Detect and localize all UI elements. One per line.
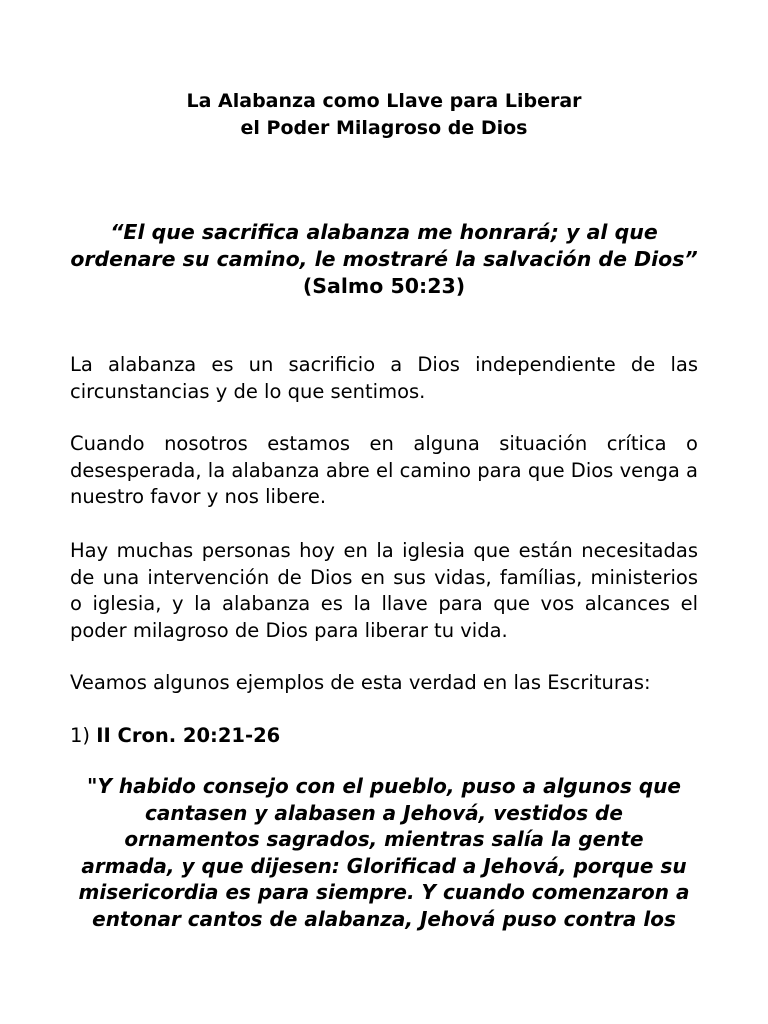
epigraph [60,219,708,300]
epigraph-line-1: “El que sacrifica alabanza me honrará; y al que [110,220,658,244]
scripture-line-3: ornamentos sagrados, mientras salía la gente [124,827,644,851]
document-title [0,88,768,142]
paragraph-3: Hay muchas personas hoy en la iglesia que están necesitadas de una intervención de Dios en sus vidas, famílias, ministerios o iglesia, y la alabanza es la llave para que vos alcances el poder milagroso de Dios para liberar tu vida. [70,539,698,642]
scripture-line-2: cantasen y alabasen a Jehová, vestidos de [145,800,623,825]
paragraph-4: Veamos algunos ejemplos de esta verdad en las Escrituras: [70,671,651,694]
scripture-line-4: armada, y que dijesen: Glorificad a Jehová, porque su [81,853,687,878]
reference-number: 1) [70,724,91,747]
scripture-reference [70,722,280,749]
title-line-1: La Alabanza como Llave para Liberar [186,90,582,112]
paragraph-2: Cuando nosotros estamos en alguna situación crítica o desesperada, la alabanza abre el camino para que Dios venga a nuestro favor y nos libere. [70,432,698,508]
title-line-2: el Poder Milagroso de Dios [240,117,528,139]
scripture-quote [60,773,708,932]
scripture-line-5: misericordia es para siempre. Y cuando comenzaron a [78,880,690,904]
paragraph-1: La alabanza es un sacrificio a Dios independiente de las circunstancias y de lo que sentimos. [70,353,698,403]
scripture-line-1: "Y habido consejo con el pueblo, puso a algunos que [87,774,681,798]
epigraph-citation: (Salmo 50:23) [302,274,466,298]
epigraph-line-2: ordenare su camino, le mostraré la salvación de Dios” [70,247,698,271]
reference-passage: II Cron. 20:21-26 [96,724,281,747]
scripture-line-6: entonar cantos de alabanza, Jehová puso contra los [92,906,676,931]
